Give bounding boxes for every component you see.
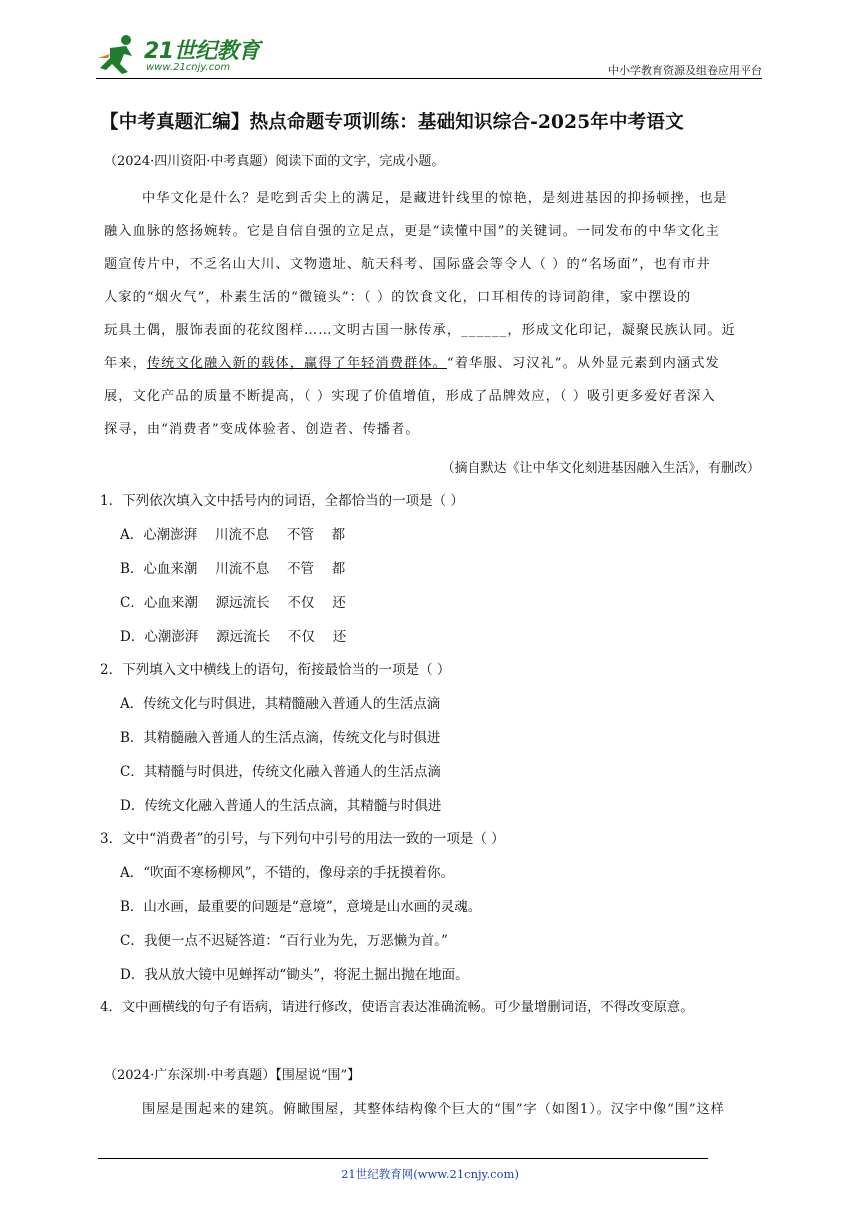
option-2d: D．传统文化融入普通人的生活点滴，其精髓与时俱进 xyxy=(120,798,442,814)
header-divider xyxy=(96,78,762,79)
option-2b: B．其精髓融入普通人的生活点滴，传统文化与时俱进 xyxy=(120,730,441,746)
option-3a: A．“吹面不寒杨柳风”，不错的，像母亲的手抚摸着你。 xyxy=(120,865,455,881)
citation: （摘自默达《让中华文化刻进基因融入生活》，有删改） xyxy=(441,461,760,476)
source-label-2: （2024·广东深圳·中考真题）【围屋说“围”】 xyxy=(104,1068,361,1083)
passage-line: 中华文化是什么？是吃到舌尖上的满足，是藏进针线里的惊艳，是刻进基因的抑扬顿挫，也是 xyxy=(142,191,728,206)
passage-line: 融入血脉的悠扬婉转。它是自信自强的立足点，更是“读懂中国”的关键词。一同发布的中华文化主 xyxy=(104,224,720,239)
passage-line xyxy=(104,352,720,371)
passage2-line: 围屋是围起来的建筑。俯瞰围屋，其整体结构像个巨大的“围”字（如图1）。汉字中像“围”这样 xyxy=(142,1102,725,1117)
passage-line: 题宣传片中，不乏名山大川、文物遗址、航天科考、国际盛会等令人（ ）的“名场面”，也有市井 xyxy=(104,257,711,272)
passage-text: “着华服、习汉礼”。从外显元素到内涵式发 xyxy=(446,356,720,371)
option-3b: B．山水画，最重要的问题是“意境”，意境是山水画的灵魂。 xyxy=(120,899,482,915)
footer-link[interactable]: 21世纪教育网(www.21cnjy.com) xyxy=(341,1167,519,1181)
question-2: 2．下列填入文中横线上的语句，衔接最恰当的一项是（ ） xyxy=(100,662,451,678)
source-label: （2024·四川资阳·中考真题）阅读下面的文字，完成小题。 xyxy=(104,154,445,169)
header-tagline: 中小学教育资源及组卷应用平台 xyxy=(608,64,762,77)
option-1a: A．心潮澎湃 川流不息 不管 都 xyxy=(120,527,346,543)
passage-line: 人家的“烟火气”，朴素生活的“微镜头”：（ ）的饮食文化，口耳相传的诗词韵律，家中摆设的 xyxy=(104,290,692,305)
option-1c: C．心血来潮 源远流长 不仅 还 xyxy=(120,595,346,611)
passage-line: 玩具土偶，服饰表面的花纹图样……文明古国一脉传承，______，形成文化印记，凝聚民族认同。近 xyxy=(104,323,736,338)
question-3: 3．文中“消费者”的引号，与下列句中引号的用法一致的一项是（ ） xyxy=(100,831,505,847)
runner-icon xyxy=(96,32,142,76)
option-3c: C．我便一点不迟疑答道：“百行业为先，万恶懒为首。” xyxy=(120,933,448,949)
option-2a: A．传统文化与时俱进，其精髓融入普通人的生活点滴 xyxy=(120,696,441,712)
page-header xyxy=(96,30,762,82)
passage-line: 展，文化产品的质量不断提高，（ ）实现了价值增值，形成了品牌效应，（ ）吸引更多爱好者深入 xyxy=(104,389,716,404)
passage-text: 年来， xyxy=(104,356,147,371)
option-2c: C．其精髓与时俱进，传统文化融入普通人的生活点滴 xyxy=(120,764,441,780)
logo-url: www.21cnjy.com xyxy=(146,62,231,73)
brand-logo xyxy=(96,32,296,78)
option-1d: D．心潮澎湃 源远流长 不仅 还 xyxy=(120,629,347,645)
logo-text: 21世纪教育 xyxy=(144,39,260,64)
question-4: 4．文中画横线的句子有语病，请进行修改，使语言表达准确流畅。可少量增删词语，不得改变原意。 xyxy=(100,1000,694,1015)
underlined-sentence: 传统文化融入新的载体，赢得了年轻消费群体。 xyxy=(146,356,447,371)
option-3d: D．我从放大镜中见蝉挥动“锄头”，将泥土掘出抛在地面。 xyxy=(120,967,469,983)
footer-divider xyxy=(98,1158,708,1159)
page-title: 【中考真题汇编】热点命题专项训练：基础知识综合-2025年中考语文 xyxy=(100,112,684,133)
passage-line: 探寻，由“消费者”变成体验者、创造者、传播者。 xyxy=(104,422,420,437)
option-1b: B．心血来潮 川流不息 不管 都 xyxy=(120,561,346,577)
question-1: 1．下列依次填入文中括号内的词语，全都恰当的一项是（ ） xyxy=(100,493,464,509)
